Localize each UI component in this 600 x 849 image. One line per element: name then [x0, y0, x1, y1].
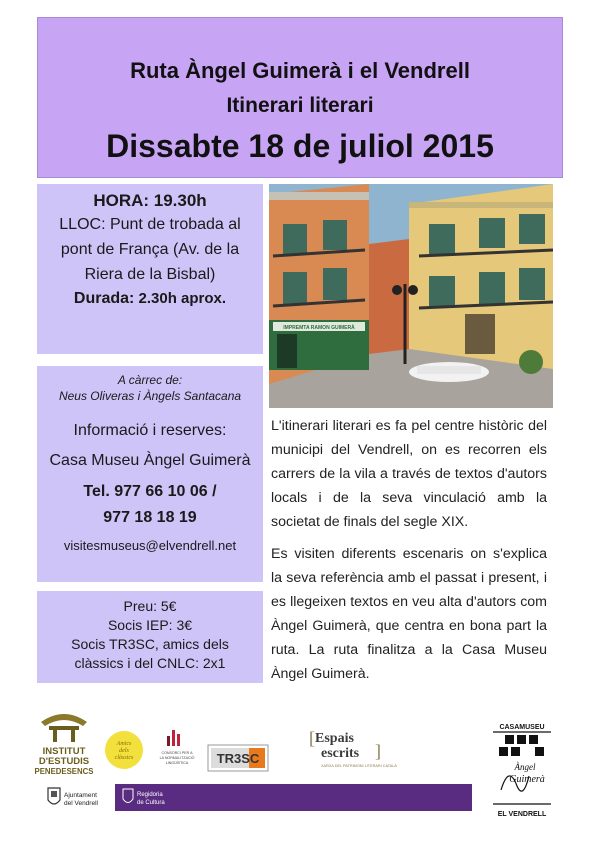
footer-bar [115, 784, 472, 811]
prices-box [37, 591, 263, 683]
svg-text:escrits: escrits [321, 746, 360, 761]
ajuntament-logo [45, 784, 111, 812]
tr3sc-logo [207, 744, 269, 772]
email-link[interactable]: visitesmuseus@elvendrell.net [63, 538, 237, 553]
contact-box [37, 366, 263, 582]
casa-museu-logo [489, 720, 555, 822]
svg-text:INSTITUT: INSTITUT [42, 746, 86, 757]
price-general: Preu: 5€ [123, 598, 177, 614]
header-banner [37, 17, 563, 178]
svg-text:de Cultura: de Cultura [137, 800, 165, 806]
phone-2[interactable]: 977 18 18 19 [103, 509, 197, 526]
amics-classics-logo [104, 730, 144, 770]
event-subtitle: Itinerari literari [226, 94, 374, 117]
venue-name: Casa Museu Àngel Guimerà [49, 452, 251, 469]
phone-numbers [37, 479, 263, 531]
description-paragraph-2: Es visiten diferents escenaris on s'explica la seva referència amb el passat i present, i es llegeixen textos en veu alta d'autors com Àngel Guimerà, que centra en bona part la ruta. La ruta finalitza a la Casa Museu Àngel Guimerà. [271, 546, 547, 682]
svg-text:CASAMUSEU: CASAMUSEU [499, 724, 545, 731]
duration-label: Durada: [73, 290, 135, 307]
location-text [37, 212, 263, 287]
svg-text:CONSORCI PER A: CONSORCI PER A [161, 751, 193, 755]
svg-text:TR3SC: TR3SC [216, 751, 260, 766]
price-iep: Socis IEP: 3€ [107, 617, 193, 633]
svg-text:[: [ [309, 728, 315, 748]
guides-names: Neus Oliveras i Àngels Santacana [58, 389, 242, 403]
svg-text:]: ] [375, 741, 381, 761]
description-paragraph-1: L'itinerari literari es fa pel centre històric del municipi del Vendrell, on es recorren els carrers de la vila a través de textos d'autors locals i de la seva vinculació amb la societat de finals del segle XIX. [271, 418, 547, 530]
svg-text:LA NORMALITZACIÓ: LA NORMALITZACIÓ [159, 756, 195, 760]
event-title: Ruta Àngel Guimerà i el Vendrell [130, 58, 470, 83]
reservations-heading: Informació i reserves: [73, 422, 227, 439]
svg-text:D'ESTUDIS: D'ESTUDIS [38, 756, 90, 767]
details-box [37, 184, 263, 354]
guides [37, 372, 263, 404]
svg-text:PENEDESENCS: PENEDESENCS [35, 767, 93, 776]
svg-text:Regidoria: Regidoria [137, 792, 163, 798]
svg-text:EL VENDRELL: EL VENDRELL [497, 811, 547, 818]
svg-text:del Vendrell: del Vendrell [64, 800, 98, 807]
svg-text:dels: dels [119, 748, 129, 754]
espais-escrits-logo [307, 726, 411, 770]
svg-text:Àngel: Àngel [514, 762, 536, 772]
location-line: LLOC: Punt de trobada al [59, 216, 241, 233]
svg-text:LINGÜÍSTICA: LINGÜÍSTICA [165, 761, 189, 765]
description [271, 414, 547, 694]
svg-text:clàssics: clàssics [114, 755, 134, 761]
price-tr3sc-line1: Socis TR3SC, amics dels [71, 636, 229, 652]
price-tr3sc-line2: clàssics i del CNLC: 2x1 [74, 655, 226, 671]
event-date: Dissabte 18 de juliol 2015 [106, 128, 494, 164]
location-line: Riera de la Bisbal) [84, 266, 216, 283]
svg-text:XARXA DEL PATRIMONI LITERARI C: XARXA DEL PATRIMONI LITERARI CATALÀ [321, 764, 397, 768]
svg-text:Ajuntament: Ajuntament [64, 792, 97, 799]
location-line: pont de França (Av. de la [60, 241, 240, 258]
svg-text:Espais: Espais [315, 731, 354, 746]
cnlc-logo [154, 728, 200, 770]
shop-sign: IMPREMTA RAMON GUIMERÀ [283, 325, 355, 331]
time-label: HORA: 19.30h [93, 191, 207, 210]
phone-1[interactable]: Tel. 977 66 10 06 / [83, 483, 217, 500]
svg-text:Amics: Amics [116, 741, 132, 747]
guides-label: A càrrec de: [117, 373, 183, 387]
svg-text:Guimerà: Guimerà [509, 774, 545, 785]
duration-value: 2.30h aprox. [138, 290, 227, 307]
duration [37, 287, 263, 311]
iep-logo [35, 704, 93, 778]
street-photo [269, 184, 553, 408]
